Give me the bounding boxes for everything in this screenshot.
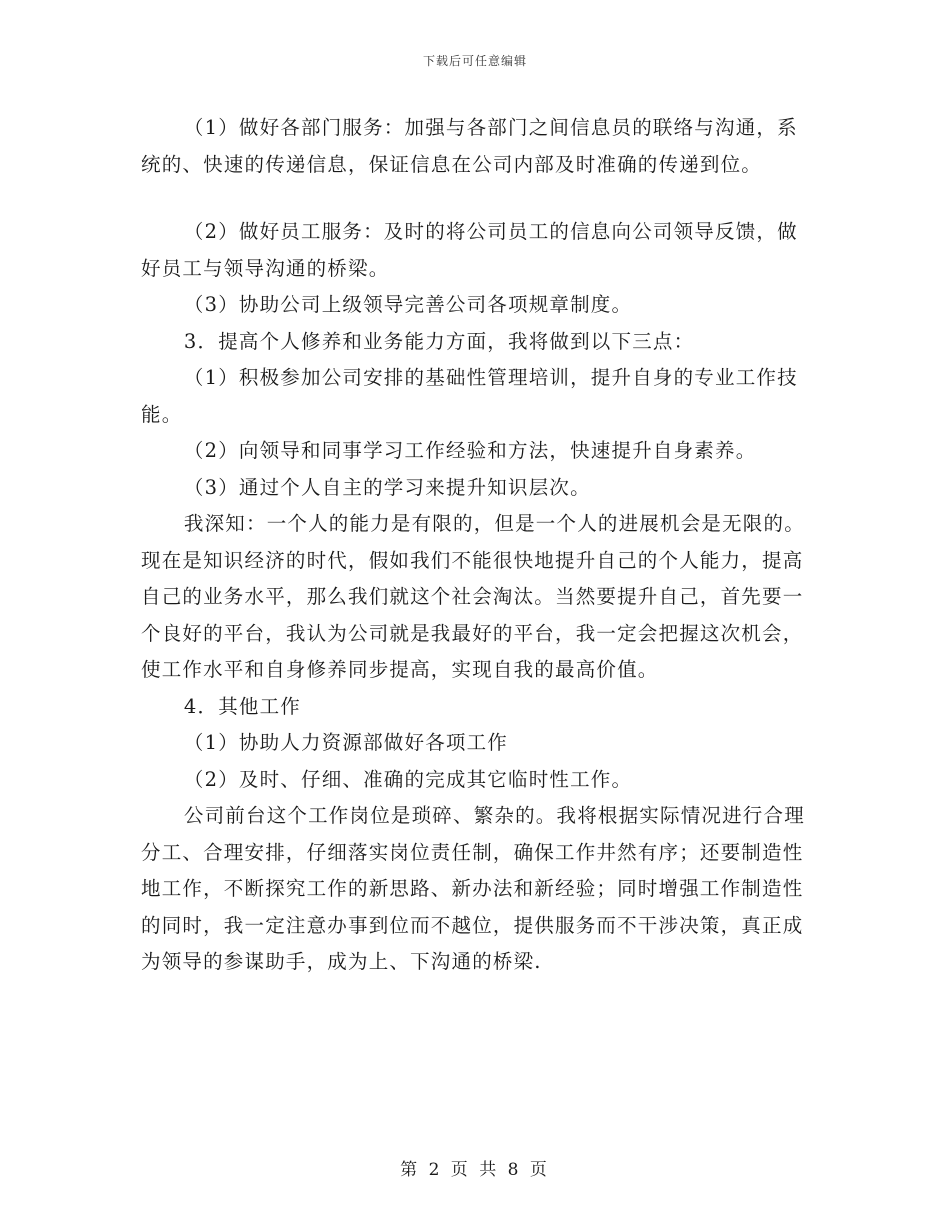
page-header: 下载后可任意编辑: [422, 54, 527, 68]
paragraph-training: （1）积极参加公司安排的基础性管理培训，提升自身的专业工作技能。: [141, 366, 798, 426]
paragraph-gap: [141, 183, 811, 214]
paragraph-front-desk-summary: 公司前台这个工作岗位是琐碎、繁杂的。我将根据实际情况进行合理分工、合理安排，仔细落实岗位责任制，确保工作井然有序；还要制造性地工作，不断探究工作的新思路、新办法和新经验；同时增强工作制造性的同时，我一定注意办事到位而不越位，提供服务而不干涉决策，真正成为领导的参谋助手，成为上、下沟通的桥梁.: [141, 804, 805, 973]
section-heading-4: 4．其他工作: [183, 694, 301, 718]
paragraph-self-awareness: 我深知：一个人的能力是有限的，但是一个人的进展机会是无限的。现在是知识经济的时代，假如我们不能很快地提升自己的个人能力，提高自己的业务水平，那么我们就这个社会淘汰。当然要提升自己，首先要一个良好的平台，我认为公司就是我最好的平台，我一定会把握这次机会，使工作水平和自身修养同步提高，实现自我的最高价值。: [141, 512, 805, 681]
paragraph-learn-from-leaders: （2）向领导和同事学习工作经验和方法，快速提升自身素养。: [183, 439, 757, 462]
paragraph-temporary-work: （2）及时、仔细、准确的完成其它临时性工作。: [183, 767, 633, 791]
paragraph-department-service: （1）做好各部门服务：加强与各部门之间信息员的联络与沟通，系统的、快速的传递信息，保证信息在公司内部及时准确的传递到位。: [141, 116, 798, 176]
section-heading-3: 3．提高个人修养和业务能力方面，我将做到以下三点：: [183, 329, 695, 353]
document-body: [141, 110, 811, 981]
paragraph-hr-assist: （1）协助人力资源部做好各项工作: [183, 731, 508, 754]
paragraph-rules-assist: （3）协助公司上级领导完善公司各项规章制度。: [183, 293, 633, 316]
page-footer: 第 2 页 共 8 页: [400, 1160, 550, 1180]
paragraph-employee-service: （2）做好员工服务：及时的将公司员工的信息向公司领导反馈，做好员工与领导沟通的桥梁。: [141, 220, 798, 280]
paragraph-self-study: （3）通过个人自主的学习来提升知识层次。: [183, 475, 591, 499]
